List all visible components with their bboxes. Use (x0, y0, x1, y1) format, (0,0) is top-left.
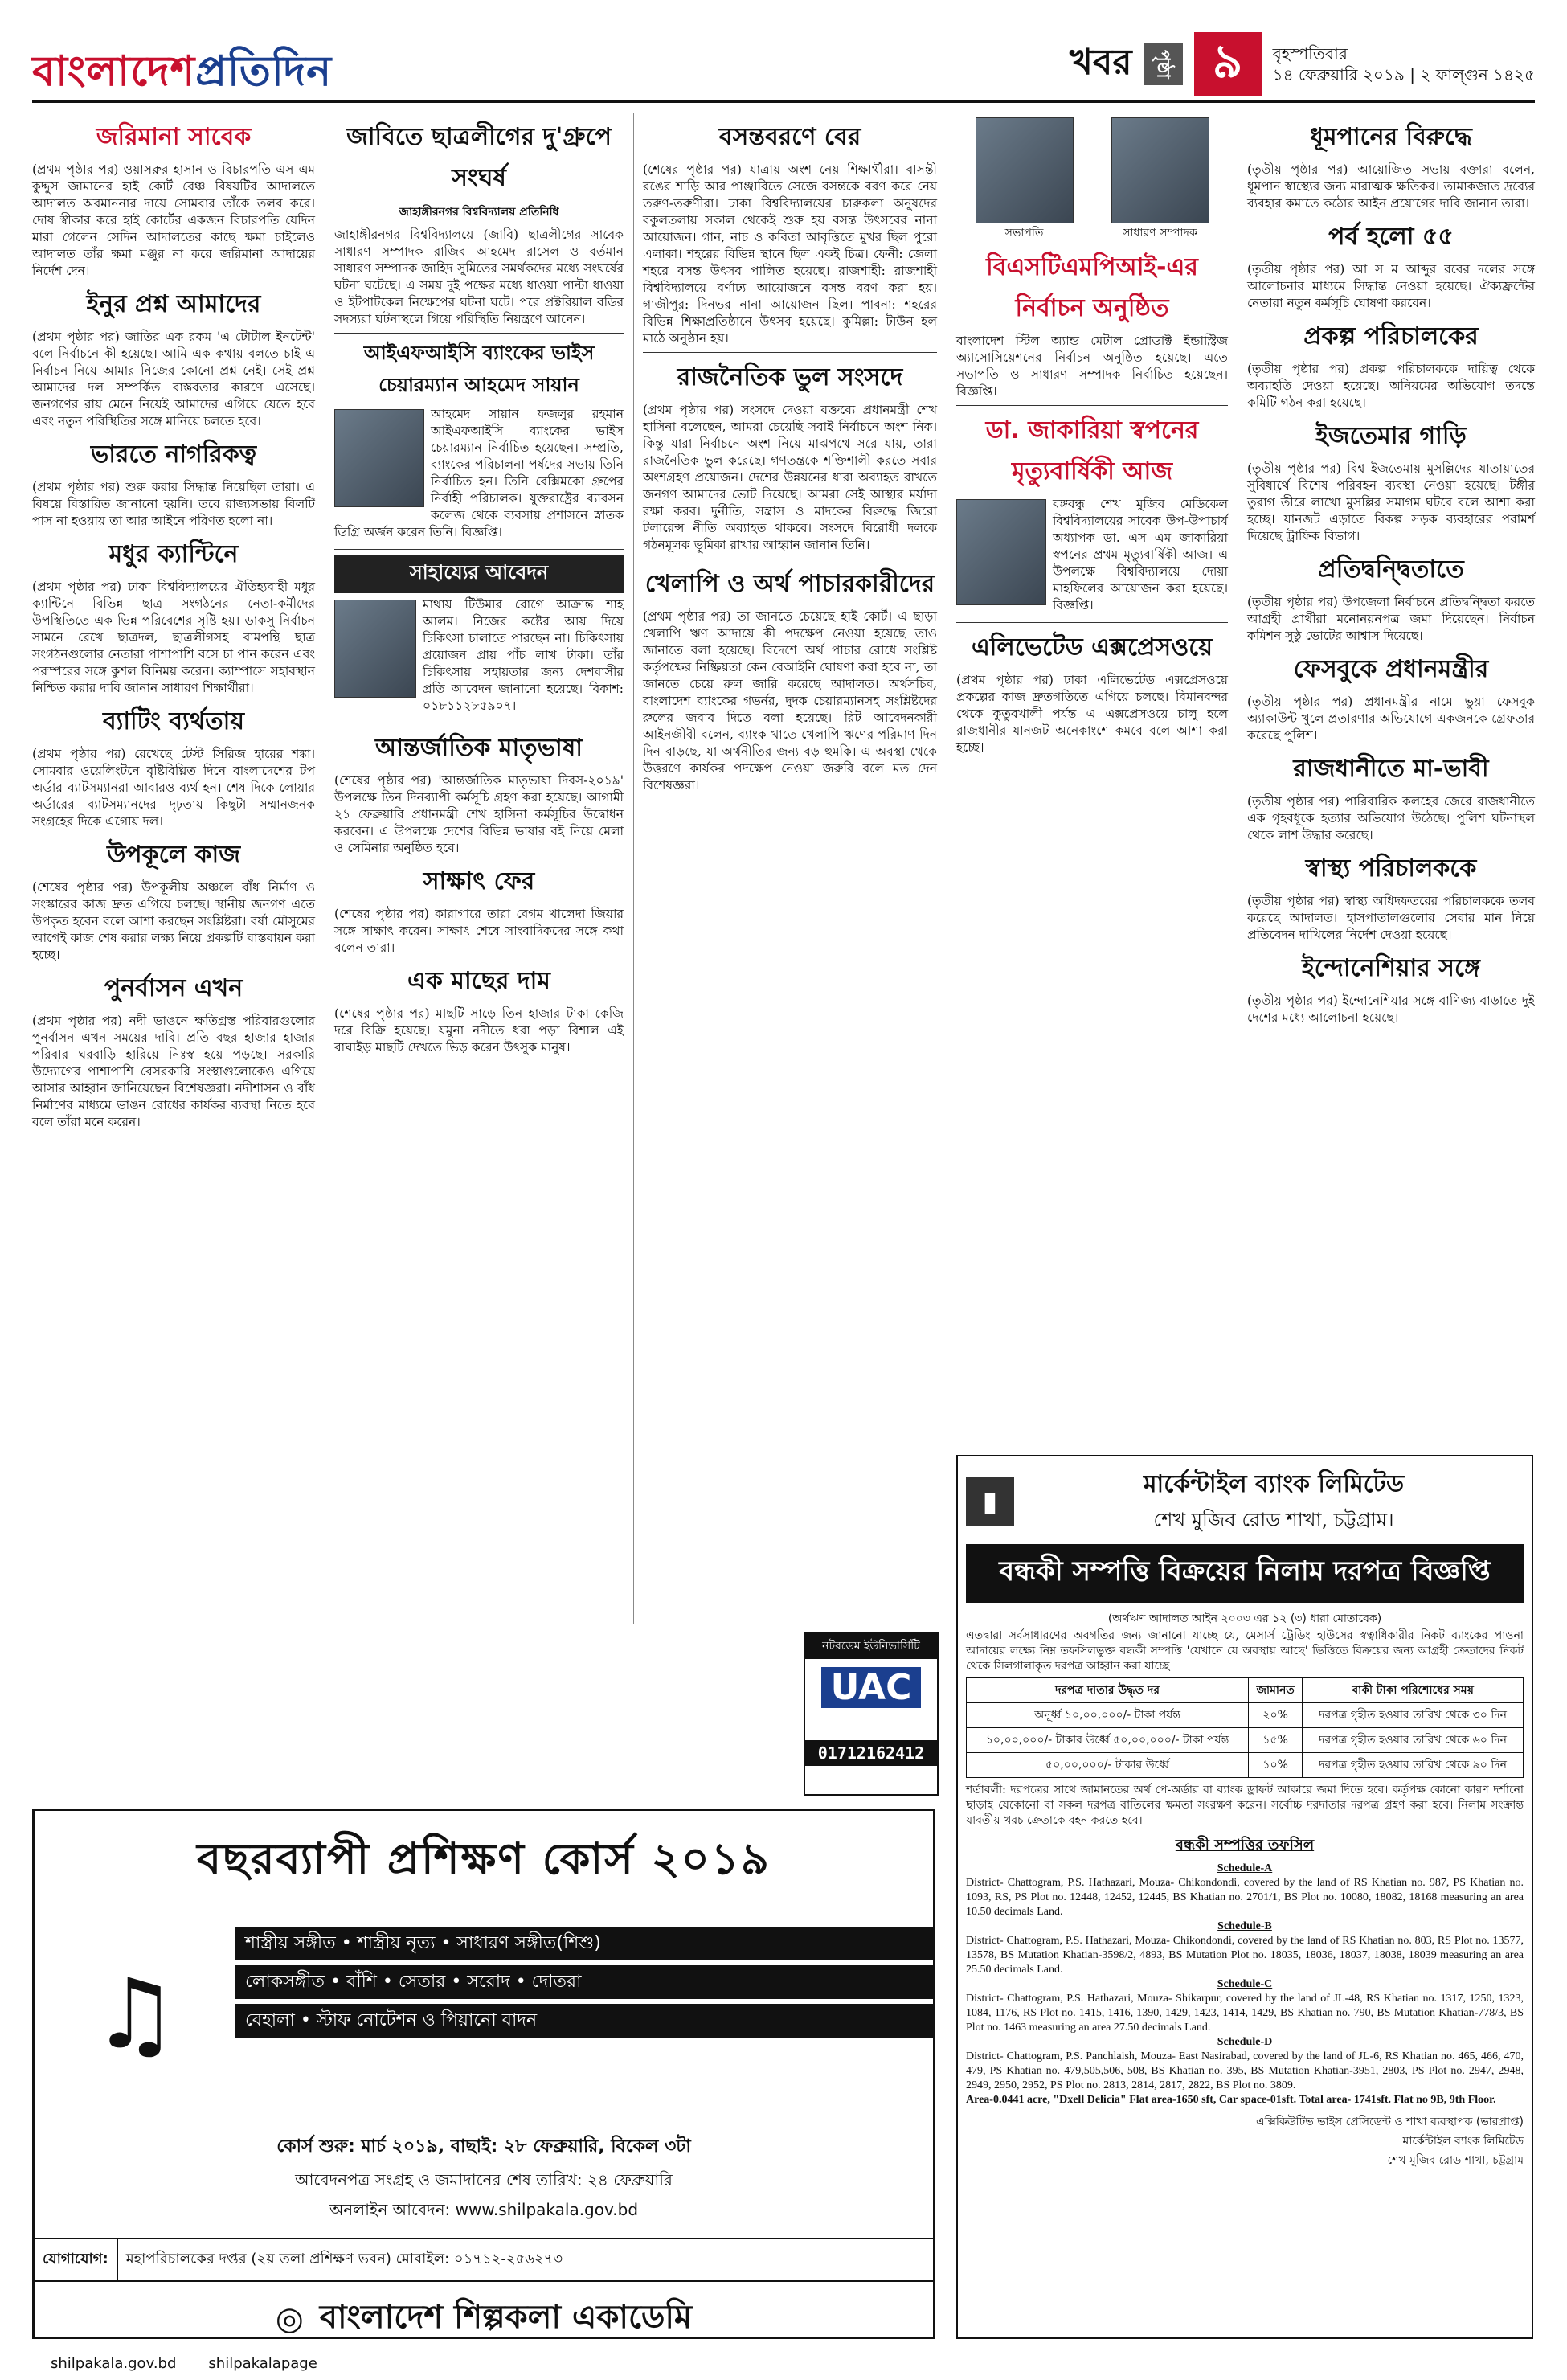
column-3 (643, 113, 937, 797)
notice-subtitle: (অর্থঋণ আদালত আইন ২০০৩ এর ১২ (৩) ধারা মোতাবেক) (1107, 1612, 1382, 1625)
auction-notice: ▮ মার্কেন্টাইল ব্যাংক লিমিটেড শেখ মুজিব রোড শাখা, চট্টগ্রাম। বন্ধকী সম্পত্তি বিক্রয়ের নিলাম দরপত্র বিজ্ঞপ্তি (অর্থঋণ আদালত আইন ২০০৩ এর ১২ (৩) ধারা মোতাবেক) এতদ্বারা সর্বসাধারণের অবগতির জন্য জানানো যাচ্ছে যে, মেসার্স ট্রেডিং হাউসের স্বত্বাধিকারীর নিকট ব্যাংকের পাওনা আদায়ের লক্ষ্যে নিম্ন তফসিলভুক্ত বন্ধকী সম্পত্তি 'যেখানে যে অবস্থায় আছে' ভিত্তিতে বিক্রয়ের জন্য আগ্রহী ক্রেতাদের নিকট থেকে সিলগালাকৃত দরপত্র আহ্বান করা যাচ্ছে। দরপত্র দাতার উদ্ধৃত দর জামানত বাকী টাকা পরিশোধের সময় অনূর্ধ্ব ১০,০০,০০০/- টাকা পর্যন্ত ২০% দরপত্র গৃহীত হওয়ার তারিখ থেকে ৩০ দিন ১০,০০,০০০/- টাকার উর্ধ্বে ৫০,০০,০০০/- টাকা পর্যন্ত ১৫% দরপত্র গৃহীত হওয়ার তারিখ থেকে ৬০ দিন ৫০,০০,০০০/- টাকার উর্ধ্বে ১০% দরপত্র গৃহীত হওয়ার তারিখ থেকে ৯০ দিন শর্তাবলী: দরপত্রের সাথে জামানতের অর্থ পে-অর্ডার বা ব্যাংক ড্রাফট আকারে জমা দিতে হবে। কর্তৃপক্ষ কোনো কারণ দর্শানো ছাড়াই যেকোনো বা সকল দরপত্র বাতিলের ক্ষমতা সংরক্ষণ করেন। সর্বোচ্চ দরদাতার দরপত্র গ্রহণ করা হবে। নিলাম সংক্রান্ত যাবতীয় খরচ ক্রেতাকে বহন করতে হবে। বন্ধকী সম্পত্তির তফসিল Schedule-A District- Chattogram, P.S. Hathazari, Mouza- Chikondondi, covered by the land of RS Khatian no. 987, PS Khatian no. 1093, RS, PS Plot no. 12448, 12452, 12445, BS Khatian no. 2701/1, BS Plot no. 10080, 18082, 18168 measuring an area 10.50 decimals Land. Schedule-B District- Chattogram, P.S. Hathazari, Mouza- Chikondondi, covered by the land of RS Khatian no. 803, RS Plot no. 13577, 13578, BS Mutation Khatian-3598/2, 4893, BS Mutation Plot no. 18035, 18036, 18037, 18038, 18039 measuring an area 25.50 decimals Land. Schedule-C District- Chattogram, P.S. Hathazari, Mouza- Shikarpur, covered by the land of JL-48, RS Khatian no. 1317, 1250, 1323, 1084, 1176, RS Plot no. 1415, 1416, 1390, 1429, 1423, 1414, 1429, BS Khatian no. 790, BS Mutation Khatian-778/3, BS Plot no. 1463 measuring an area 27.50 decimals Land. Schedule-D District- Chattogram, P.S. Panchlaish, Mouza- East Nasirabad, covered by the land of JL-6, RS Khatian no. 465, 466, 470, 479, PS Khatian no. 479,505,506, 508, BS Khatian no. 395, BS Mutation Khatian-3951, 2803, PS Plot no. 2947, 2948, 2949, 2950, 2952, PS Plot no. 2813, 2814, 2817, 2822, BS Plot no. 3809. Area-0.0441 acre, "Dxell Delicia" Flat area-1650 sft, Car space-01sft. Total area- 1741sft. Flat no 9B, 9th Floor. এক্সিকিউটিভ ভাইস প্রেসিডেন্ট ও শাখা ব্যবস্থাপক (ভারপ্রাপ্ত) মার্কেন্টাইল ব্যাংক লিমিটেড শেখ মুজিব রোড শাখা, চট্টগ্রাম (956, 1455, 1533, 2339)
notice-body: এতদ্বারা সর্বসাধারণের অবগতির জন্য জানানো যাচ্ছে যে, মেসার্স ট্রেডিং হাউসের স্বত্বাধিকারীর নিকট ব্যাংকের পাওনা আদায়ের লক্ষ্যে নিম্ন তফসিলভুক্ত বন্ধকী সম্পত্তি 'যেখানে যে অবস্থায় আছে' ভিত্তিতে বিক্রয়ের জন্য আগ্রহী ক্রেতাদের নিকট থেকে সিলগালাকৃত দরপত্র আহ্বান করা যাচ্ছে। (966, 1629, 1524, 1673)
headline: খেলাপি ও অর্থ পাচারকারীদের (644, 570, 935, 598)
headline: ফেসবুকে প্রধানমন্ত্রীর (1293, 655, 1489, 683)
article-body: মাথায় টিউমার রোগে আক্রান্ত শাহ আলম। নিজের কষ্টের আয় দিয়ে চিকিৎসা চালাতে পারছেন না। চিকিৎসায় প্রয়োজন প্রায় পাঁচ লাখ টাকা। তাঁর চিকিৎসায় সহায়তার জন্য দেশবাসীর প্রতি আবেদন জানানো হয়েছে। বিকাশ: ০১৮১১২৮৫৯০৭। (423, 597, 624, 713)
notice-title: বন্ধকী সম্পত্তি বিক্রয়ের নিলাম দরপত্র বিজ্ঞপ্তি (966, 1544, 1524, 1603)
headline: স্বাস্থ্য পরিচালককে (1305, 854, 1477, 883)
headline: ইন্দোনেশিয়ার সঙ্গে (1302, 954, 1480, 982)
article-body: (প্রথম পৃষ্ঠার পর) শুরু করার সিদ্ধান্ত নিয়েছিল তারা। এ বিষয়ে বিস্তারিত জানানো হয়নি। তবে রাজ্যসভায় বিলটি পাস না হওয়ায় তা আর আইনে পরিণত হলো না। (32, 480, 315, 528)
article-body: (শেষের পৃষ্ঠার পর) কারাগারে তারা বেগম খালেদা জিয়ার সঙ্গে সাক্ষাৎ করেন। সাক্ষাৎ শেষে সাংবাদিকদের সঙ্গে কথা বলেন তারা। (334, 907, 624, 955)
uac-ad: নটরডেম ইউনিভার্সিটি UAC 01712162412 (804, 1632, 939, 1796)
article-body: (তৃতীয় পৃষ্ঠার পর) স্বাস্থ্য অধিদফতরের পরিচালককে তলব করেছে আদালত। হাসপাতালগুলোর সেবার মান নিয়ে প্রতিবেদন দাখিলের নির্দেশ দেওয়া হয়েছে। (1247, 894, 1535, 942)
person-photo (976, 117, 1074, 223)
person-photo (334, 600, 416, 698)
article-body: (শেষের পৃষ্ঠার পর) যাত্রায় অংশ নেয় শিক্ষার্থীরা। বাসন্তী রঙের শাড়ি আর পাঞ্জাবিতে সেজে বসন্তকে বরণ করে নেয় তরুণ-তরুণীরা। ঢাকা বিশ্ববিদ্যালয়ের চারুকলা অনুষদের বকুলতলায় সকাল থেকেই শুরু হয় বসন্ত উৎসবের নানা আয়োজন। গান, নাচ ও কবিতা আবৃত্তিতে মুখর ছিল পুরো এলাকা। শহরের বিভিন্ন স্থানে ছিল একই চিত্র। ফেনী: জেলা শহরে বসন্ত উৎসব পালিত হয়েছে। রাজশাহী: রাজশাহী বিশ্ববিদ্যালয়ে বর্ণাঢ্য আয়োজনে বসন্ত বরণ করা হয়। গাজীপুর: দিনভর নানা আয়োজন ছিল। পাবনা: শহরের বিভিন্ন শিক্ষাপ্রতিষ্ঠানে উৎসব হয়েছে। কুমিল্লা: টাউন হল মাঠে অনুষ্ঠান হয়। (643, 162, 937, 346)
newspaper-logo: বাংলাদেশপ্রতিদিন (32, 47, 333, 96)
person-photo (956, 499, 1046, 605)
facebook-link[interactable]: shilpakalapage (208, 2355, 317, 2372)
course-title: বছরব্যাপী প্রশিক্ষণ কোর্স ২০১৯ (197, 1833, 771, 1884)
headline: ধূমপানের বিরুদ্ধে (1310, 123, 1472, 151)
dancer-icon: ♫ (92, 1958, 178, 2071)
person-photo (334, 409, 424, 507)
article-body: (তৃতীয় পৃষ্ঠার পর) প্রধানমন্ত্রীর নামে ভুয়া ফেসবুক অ্যাকাউন্ট খুলে প্রতারণার অভিযোগে একজনকে গ্রেফতার করেছে পুলিশ। (1247, 694, 1535, 743)
headline: আইএফআইসি ব্যাংকের ভাইস চেয়ারম্যান আহমেদ সায়ান (363, 342, 595, 396)
photo-caption: সভাপতি (1004, 227, 1044, 240)
schedule-title: বন্ধকী সম্পত্তির তফসিল (1175, 1837, 1315, 1854)
headline: বসন্তবরণে বের (718, 123, 861, 151)
headline: মধুর ক্যান্টিনে (108, 540, 239, 568)
article-body: বঙ্গবন্ধু শেখ মুজিব মেডিকেল বিশ্ববিদ্যালয়ের সাবেক উপ-উপাচার্য অধ্যাপক ডা. এস এম জাকারিয়া স্বপনের প্রথম মৃত্যুবার্ষিকী আজ। এ উপলক্ষে বিশ্ববিদ্যালয়ে দোয়া মাহফিলের আয়োজন করা হয়েছে। বিজ্ঞপ্তি। (1053, 497, 1228, 612)
deposit-table: দরপত্র দাতার উদ্ধৃত দর জামানত বাকী টাকা পরিশোধের সময় অনূর্ধ্ব ১০,০০,০০০/- টাকা পর্যন্ত ২০% দরপত্র গৃহীত হওয়ার তারিখ থেকে ৩০ দিন ১০,০০,০০০/- টাকার উর্ধ্বে ৫০,০০,০০০/- টাকা পর্যন্ত ১৫% দরপত্র গৃহীত হওয়ার তারিখ থেকে ৬০ দিন ৫০,০০,০০০/- টাকার উর্ধ্বে ১০% দরপত্র গৃহীত হওয়ার তারিখ থেকে ৯০ দিন (966, 1677, 1524, 1778)
headline: জাবিতে ছাত্রলীগের দু'গ্রুপে সংঘর্ষ (346, 123, 612, 192)
article-body: (প্রথম পৃষ্ঠার পর) সংসদে দেওয়া বক্তব্যে প্রধানমন্ত্রী শেখ হাসিনা বলেছেন, আমরা চেয়েছি সবাই নির্বাচনে অংশ নিক। কিন্তু যারা নির্বাচনে অংশ নিয়ে মাঝপথে সরে যায়, তারা রাজনৈতিক ভুল করেছে। গণতন্ত্রকে শক্তিশালী করতে সবার অংশগ্রহণ প্রয়োজন। দেশের উন্নয়নের ধারা অব্যাহত রাখতে জনগণ আমাদের ভোট দিয়েছে। আমরা সেই আস্থার মর্যাদা রক্ষা করব। দুর্নীতি, সন্ত্রাস ও মাদকের বিরুদ্ধে জিরো টলারেন্স নীতি অব্যাহত থাকবে। সংসদে বিরোধী দলকে গঠনমূলক ভূমিকা রাখার আহ্বান জানান তিনি। (643, 403, 937, 552)
headline: জরিমানা সাবেক (96, 123, 252, 151)
bank-name: মার্কেন্টাইল ব্যাংক লিমিটেড (1143, 1470, 1405, 1498)
article-body: (প্রথম পৃষ্ঠার পর) তা জানতে চেয়েছে হাই কোর্ট। এ ছাড়া খেলাপি ঋণ আদায়ে কী পদক্ষেপ নেওয়া হয়েছে তাও জানাতে বলা হয়েছে। বিদেশে অর্থ পাচার রোধে সংশ্লিষ্ট কর্তৃপক্ষের নিষ্ক্রিয়তা কেন বেআইনি ঘোষণা করা হবে না, তা জানতে চেয়ে রুল জারি করেছে আদালত। অর্থসচিব, বাংলাদেশ ব্যাংকের গভর্নর, দুদক চেয়ারম্যানসহ সংশ্লিষ্টদের রুলের জবাব দিতে বলা হয়েছে। রিট আবেদনকারী আইনজীবী বলেন, ব্যাংক খাতে খেলাপি ঋণের পরিমাণ দিন দিন বাড়ছে, যা অর্থনীতির জন্য বড় হুমকি। এ অবস্থা থেকে উত্তরণে কার্যকর পদক্ষেপ নেওয়া জরুরি বলে মত দেন বিশেষজ্ঞরা। (643, 609, 937, 793)
notice-terms: শর্তাবলী: দরপত্রের সাথে জামানতের অর্থ পে-অর্ডার বা ব্যাংক ড্রাফট আকারে জমা দিতে হবে। কর্তৃপক্ষ কোনো কারণ দর্শানো ছাড়াই যেকোনো বা সকল দরপত্র বাতিলের ক্ষমতা সংরক্ষণ করেন। সর্বোচ্চ দরদাতার দরপত্র গ্রহণ করা হবে। নিলাম সংক্রান্ত যাবতীয় খরচ ক্রেতাকে বহন করতে হবে। (966, 1784, 1524, 1827)
article-body: (তৃতীয় পৃষ্ঠার পর) উপজেলা নির্বাচনে প্রতিদ্বন্দ্বিতা করতে আগ্রহী প্রার্থীরা মনোনয়নপত্র জমা দিয়েছেন। নির্বাচন কমিশন সুষ্ঠু ভোটের আশ্বাস দিয়েছে। (1247, 595, 1535, 643)
branch-name: শেখ মুজিব রোড শাখা, চট্টগ্রাম। (1153, 1509, 1394, 1531)
column-1 (32, 113, 315, 1134)
article-body: (শেষের পৃষ্ঠার পর) উপকূলীয় অঞ্চলে বাঁধ নির্মাণ ও সংস্কারের কাজ দ্রুত এগিয়ে চলছে। স্থানীয় জনগণ এতে উপকৃত হবেন বলে আশা করছেন সংশ্লিষ্টরা। বর্ষা মৌসুমের আগেই কাজ শেষ করার লক্ষ্য নিয়ে প্রকল্পটি বাস্তবায়ন করা হচ্ছে। (32, 880, 315, 962)
article-body: বাংলাদেশ স্টিল অ্যান্ড মেটাল প্রোডাক্ট ইন্ডাস্ট্রিজ অ্যাসোসিয়েশনের নির্বাচন অনুষ্ঠিত হয়েছে। এতে সভাপতি ও সাধারণ সম্পাদক নির্বাচিত হয়েছেন। বিজ্ঞপ্তি। (956, 334, 1228, 399)
headline: আন্তর্জাতিক মাতৃভাষা (375, 734, 583, 762)
section-header (1070, 32, 1535, 96)
masthead (32, 32, 1535, 103)
headline: সাহায্যের আবেদন (334, 555, 624, 593)
article-body: (প্রথম পৃষ্ঠার পর) ওয়াসরুর হাসান ও বিচারপতি এস এম কুদ্দুস জামানের হাই কোর্ট বেঞ্চ বিষয়টির আদালতে আদালত অবমাননার দায়ে সোমবার তাঁকে তলব করে। দোষ স্বীকার করে হাই কোর্টের একজন বিচারপতি যেদিন মারা গেলেন সেদিন আদালতের কাছে ক্ষমা চাইলেও আদালত তাঁর ক্ষমা মঞ্জুর না করে জরিমানা আদায়ের নির্দেশ দেন। (32, 162, 315, 278)
headline: প্রতিদ্বন্দ্বিতাতে (1318, 555, 1464, 584)
academy-name: বাংলাদেশ শিল্পকলা একাডেমি (319, 2299, 693, 2336)
headline: পর্ব হলো ৫৫ (1328, 223, 1454, 251)
table-row: ১০,০০,০০০/- টাকার উর্ধ্বে ৫০,০০,০০০/- টাকা পর্যন্ত ১৫% দরপত্র গৃহীত হওয়ার তারিখ থেকে ৬০ দিন (967, 1728, 1524, 1753)
article-body: (শেষের পৃষ্ঠার পর) 'আন্তর্জাতিক মাতৃভাষা দিবস-২০১৯' উপলক্ষে তিন দিনব্যাপী কর্মসূচি গ্রহণ করা হয়েছে। আগামী ২১ ফেব্রুয়ারি প্রধানমন্ত্রী শেখ হাসিনা কর্মসূচির উদ্বোধন করবেন। এ উপলক্ষে দেশের বিভিন্ন ভাষার বই নিয়ে মেলা ও সেমিনার অনুষ্ঠিত হবে। (334, 773, 624, 855)
article-body: (তৃতীয় পৃষ্ঠার পর) প্রকল্প পরিচালককে দায়িত্ব থেকে অব্যাহতি দেওয়া হয়েছে। অনিয়মের অভিযোগ তদন্তে কমিটি গঠন করা হয়েছে। (1247, 362, 1535, 410)
headline: ব্যাটিং ব্যর্থতায় (102, 707, 245, 735)
column-5 (1247, 113, 1535, 1030)
table-row: অনূর্ধ্ব ১০,০০,০০০/- টাকা পর্যন্ত ২০% দরপত্র গৃহীত হওয়ার তারিখ থেকে ৩০ দিন (967, 1703, 1524, 1728)
person-photo (1111, 117, 1209, 223)
uac-logo: UAC (821, 1667, 921, 1708)
article-body: (প্রথম পৃষ্ঠার পর) ঢাকা এলিভেটেড এক্সপ্রেসওয়ে প্রকল্পের কাজ দ্রুতগতিতে এগিয়ে চলছে। বিমানবন্দর থেকে কুতুবখালী পর্যন্ত এ এক্সপ্রেসওয়ে চালু হলে রাজধানীর যানজট অনেকাংশে কমবে বলে আশা করা হচ্ছে। (956, 673, 1228, 755)
article-body: (তৃতীয় পৃষ্ঠার পর) আয়োজিত সভায় বক্তারা বলেন, ধূমপান স্বাস্থ্যের জন্য মারাত্মক ক্ষতিকর। তামাকজাত দ্রব্যের ব্যবহার কমাতে কঠোর আইন প্রয়োগের দাবি জানান তারা। (1247, 162, 1535, 211)
column-4 (956, 113, 1228, 760)
headline: রাজনৈতিক ভুল সংসদে (677, 363, 903, 391)
article-body: জাহাঙ্গীরনগর বিশ্ববিদ্যালয়ে (জাবি) ছাত্রলীগের সাবেক সাধারণ সম্পাদক রাজিব আহমেদ রাসেল ও বর্তমান সাধারণ সম্পাদক জাহিদ সুমিতের সমর্থকদের মধ্যে সংঘর্ষের ঘটনা ঘটেছে। এ সময় দুই পক্ষের মধ্যে ধাওয়া পাল্টা ধাওয়া ও ইটপাটকেল নিক্ষেপের ঘটনা ঘটে। পরে প্রক্টরিয়াল বডির সদস্যরা ঘটনাস্থলে গিয়ে পরিস্থিতি নিয়ন্ত্রণে আনেন। (334, 227, 624, 326)
article-body: (প্রথম পৃষ্ঠার পর) ঢাকা বিশ্ববিদ্যালয়ের ঐতিহ্যবাহী মধুর ক্যান্টিনে বিভিন্ন ছাত্র সংগঠনের নেতা-কর্মীদের উপস্থিতিতে এক ভিন্ন পরিবেশের সৃষ্টি হয়। ডাকসু নির্বাচন সামনে রেখে ছাত্রদল, ছাত্রলীগসহ বামপন্থি ছাত্র সংগঠনগুলোর নেতারা পাশাপাশি বসে চা পান করেন এবং পরস্পরের সঙ্গে কুশল বিনিময় করেন। ক্যাম্পাসে সহাবস্থান নিশ্চিত করার দাবি জানান সাধারণ শিক্ষার্থীরা। (32, 580, 315, 695)
academy-logo-icon: ◎ (275, 2300, 304, 2337)
table-row: ৫০,০০,০০০/- টাকার উর্ধ্বে ১০% দরপত্র গৃহীত হওয়ার তারিখ থেকে ৯০ দিন (967, 1753, 1524, 1778)
headline: এক মাছের দাম (407, 967, 550, 995)
headline: ইনুর প্রশ্ন আমাদের (86, 290, 261, 318)
headline: উপকূলে কাজ (106, 841, 241, 869)
signature-block: এক্সিকিউটিভ ভাইস প্রেসিডেন্ট ও শাখা ব্যবস্থাপক (ভারপ্রাপ্ত) মার্কেন্টাইল ব্যাংক লিমিটেড শেখ মুজিব রোড শাখা, চট্টগ্রাম (1255, 2116, 1524, 2167)
course-list: শাস্ত্রীয় সঙ্গীত • শাস্ত্রীয় নৃত্য • সাধারণ সঙ্গীত(শিশু) লোকসঙ্গীত • বাঁশি • সেতার • সরোদ • দোতরা বেহালা • স্টাফ নোটেশন ও পিয়ানো বাদন (235, 1927, 933, 2038)
article-body: (প্রথম পৃষ্ঠার পর) জাতির এক রকম 'এ টোটাল ইনটেন্ট' বলে নির্বাচনে কী হয়েছে। আমি এক কথায় বলতে চাই এ নির্বাচন নিয়ে আমার নিজের কোনো প্রশ্ন নেই। সেই প্রশ্ন আমাদের দল সম্পর্কিত বাস্তবতার কারণে এসেছে। জনগণের রায় মেনে নিয়েই আমাদের এগিয়ে যেতে হবে এবং নতুন পরিস্থিতির সঙ্গে মানিয়ে চলতে হবে। (32, 330, 315, 428)
headline: ভারতে নাগরিকত্ব (90, 440, 257, 469)
headline: প্রকল্প পরিচালকের (1303, 322, 1479, 350)
headline: এলিভেটেড এক্সপ্রেসওয়ে (971, 633, 1213, 662)
headline: বিএসটিএমপিআই-এর নির্বাচন অনুষ্ঠিত (986, 253, 1198, 322)
headline: ইজতেমার গাড়ি (1315, 422, 1467, 450)
article-body: (প্রথম পৃষ্ঠার পর) নদী ভাঙনে ক্ষতিগ্রস্ত পরিবারগুলোর পুনর্বাসন এখন সময়ের দাবি। প্রতি বছর হাজার হাজার পরিবার ঘরবাড়ি হারিয়ে নিঃস্ব হয়ে পড়ছে। সরকারি উদ্যোগের পাশাপাশি বেসরকারি সংস্থাগুলোকেও এগিয়ে আসার আহ্বান জানিয়েছেন বিশেষজ্ঞরা। নদীশাসন ও বাঁধ নির্মাণের মাধ্যমে ভাঙন রোধের কার্যকর ব্যবস্থা নিতে হবে বলে তাঁরা মনে করেন। (32, 1014, 315, 1129)
headline: রাজধানীতে মা-ভাবী (1293, 755, 1489, 783)
article-body: আহমেদ সায়ান ফজলুর রহমান আইএফআইসি ব্যাংকের ভাইস চেয়ারম্যান নির্বাচিত হয়েছেন। সম্প্রতি, ব্যাংকের পরিচালনা পর্ষদের সভায় তিনি নির্বাচিত হন। তিনি বেক্সিমকো গ্রুপের নির্বাহী পরিচালক। যুক্তরাষ্ট্রের ব্যাবসন কলেজ থেকে ব্যবসায় প্রশাসনে স্নাতক ডিগ্রি অর্জন করেন তিনি। বিজ্ঞপ্তি। (334, 407, 624, 539)
column-2 (334, 113, 624, 1059)
byline: জাহাঙ্গীরনগর বিশ্ববিদ্যালয় প্রতিনিধি (399, 206, 559, 219)
article-body: (তৃতীয় পৃষ্ঠার পর) পারিবারিক কলহের জেরে রাজধানীতে এক গৃহবধূকে হত্যার অভিযোগ উঠেছে। পুলিশ ঘটনাস্থল থেকে লাশ উদ্ধার করেছে। (1247, 794, 1535, 842)
article-body: (শেষের পৃষ্ঠার পর) মাছটি সাড়ে তিন হাজার টাকা কেজি দরে বিক্রি হয়েছে। যমুনা নদীতে ধরা পড়া বিশাল এই বাঘাইড় মাছটি দেখতে ভিড় করেন উৎসুক মানুষ। (334, 1006, 624, 1055)
uac-phone: 01712162412 (805, 1740, 937, 1766)
article-body: (তৃতীয় পৃষ্ঠার পর) বিশ্ব ইজতেমায় মুসল্লিদের যাতায়াতের সুবিধার্থে বিশেষ পরিবহন ব্যবস্থা নেওয়া হয়েছে। টঙ্গীর তুরাগ তীরে লাখো মুসল্লির সমাগম ঘটবে বলে আশা করা হচ্ছে। যানজট এড়াতে বিকল্প সড়ক ব্যবহারের পরামর্শ দিয়েছে ট্রাফিক বিভাগ। (1247, 461, 1535, 543)
headline: ডা. জাকারিয়া স্বপনের মৃত্যুবার্ষিকী আজ (985, 416, 1199, 485)
page-label: পৃষ্ঠা (1144, 43, 1183, 85)
bank-logo-icon: ▮ (966, 1477, 1014, 1526)
article-body: (তৃতীয় পৃষ্ঠার পর) ইন্দোনেশিয়ার সঙ্গে বাণিজ্য বাড়াতে দুই দেশের মধ্যে আলোচনা হয়েছে। (1247, 993, 1535, 1025)
section-name: খবর (1070, 41, 1132, 83)
headline: পুনর্বাসন এখন (104, 974, 243, 1002)
page-number: ৯ (1194, 32, 1262, 96)
web-link[interactable]: shilpakala.gov.bd (51, 2355, 177, 2372)
article-body: (প্রথম পৃষ্ঠার পর) রেখেছে টেস্ট সিরিজ হারের শঙ্কা। সোমবার ওয়েলিংটনে বৃষ্টিবিঘ্নিত দিনে বাংলাদেশের টপ অর্ডার ব্যাটসম্যানরা আবারও ব্যর্থ হন। শেষ দিকে লোয়ার অর্ডারের ব্যাটসম্যানদের দৃঢ়তায় কিছুটা সম্মানজনক সংগ্রহের দিকে এগোয় দল। (32, 747, 315, 829)
article-body: (তৃতীয় পৃষ্ঠার পর) আ স ম আব্দুর রবের দলের সঙ্গে আলোচনার মাধ্যমে সিদ্ধান্ত নেওয়া হয়েছে। ঐক্যফ্রন্টের নেতারা নতুন কর্মসূচি ঘোষণা করবেন। (1247, 262, 1535, 310)
headline: সাক্ষাৎ ফের (423, 867, 535, 895)
shilpakala-ad: বছরব্যাপী প্রশিক্ষণ কোর্স ২০১৯ ♫ শাস্ত্রীয় সঙ্গীত • শাস্ত্রীয় নৃত্য • সাধারণ সঙ্গীত(শিশু) লোকসঙ্গীত • বাঁশি • সেতার • সরোদ • দোতরা বেহালা • স্টাফ নোটেশন ও পিয়ানো বাদন কোর্স শুরু: মার্চ ২০১৯, বাছাই: ২৮ ফেব্রুয়ারি, বিকেল ৩টা আবেদনপত্র সংগ্রহ ও জমাদানের শেষ তারিখ: ২৪ ফেব্রুয়ারি অনলাইন আবেদন: www.shilpakala.gov.bd যোগাযোগ: মহাপরিচালকের দপ্তর (২য় তলা প্রশিক্ষণ ভবন) মোবাইল: ০১৭১২-২৫৬২৭৩ ◎ বাংলাদেশ শিল্পকলা একাডেমি shilpakala.gov.bd shilpakalapage (32, 1809, 935, 2339)
photo-caption: সাধারণ সম্পাদক (1123, 227, 1197, 240)
dateline: বৃহস্পতিবার ১৪ ফেব্রুয়ারি ২০১৯ | ২ ফাল্গুন ১৪২৫ (1272, 44, 1535, 84)
